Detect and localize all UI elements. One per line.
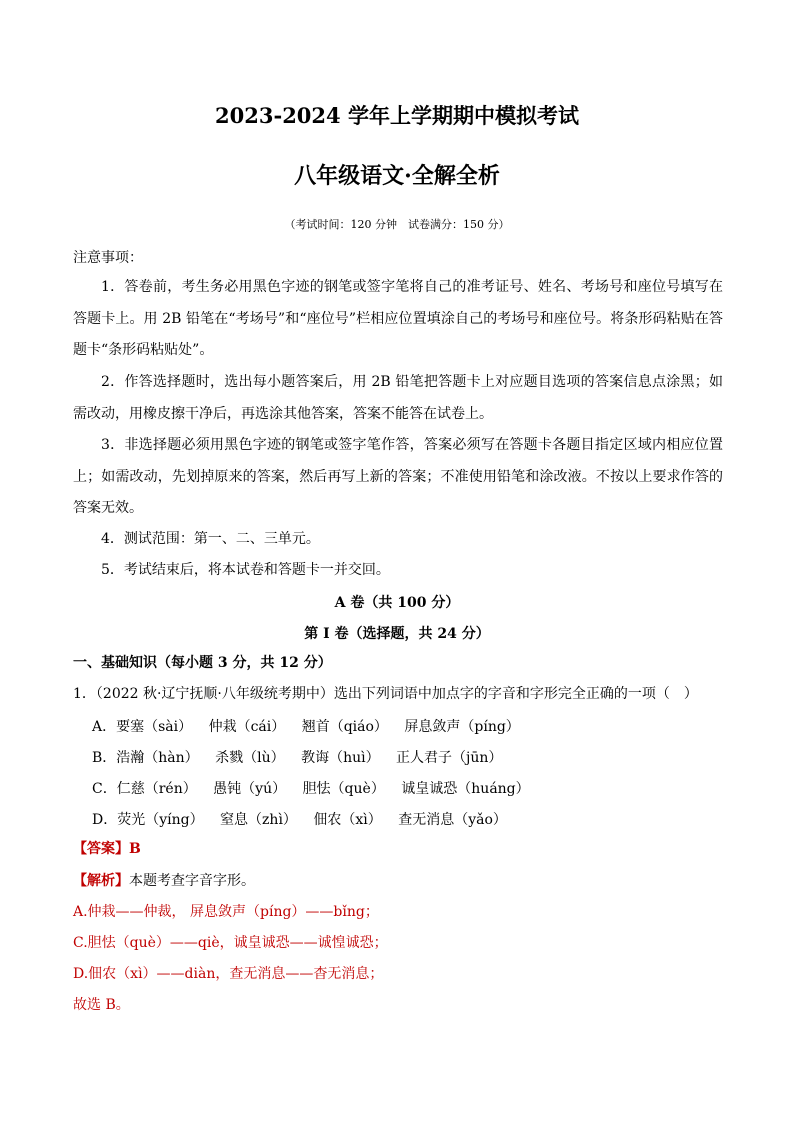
analysis-label: 【解析】 (73, 873, 129, 889)
option-a-1: A．要塞（sài） (92, 719, 193, 735)
part-one-heading: 第 I 卷（选择题，共 24 分） (304, 626, 490, 642)
option-a-2: 仲栽（cái） (208, 719, 286, 735)
option-a (92, 716, 520, 736)
option-b-4: 正人君子（jūn） (396, 750, 503, 766)
notice-item-4: 4．测试范围：第一、二、三单元。 (101, 531, 320, 547)
option-a-4: 屏息敛声（píng） (404, 719, 520, 735)
analysis-text: 本题考查字音字形。 (129, 873, 255, 889)
option-c-2: 愚钝（yú） (213, 781, 287, 797)
volume-a-heading: A 卷（共 100 分） (334, 595, 460, 611)
analysis-line-d: D.佃农（xì）——diàn，查无消息——杳无消息； (73, 966, 384, 982)
option-d-1: D．荧光（yíng） (92, 812, 204, 828)
exam-info: （考试时间：120 分钟 试卷满分：150 分） (284, 218, 510, 231)
option-b-3: 教诲（huì） (301, 750, 380, 766)
notice-item-5: 5．考试结束后，将本试卷和答题卡一并交回。 (101, 562, 390, 578)
answer-line (73, 840, 141, 858)
answer-label: 【答案】 (73, 841, 129, 857)
exam-title: 2023-2024 学年上学期期中模拟考试 (215, 103, 579, 128)
option-b-2: 杀戮（lù） (215, 750, 285, 766)
analysis-line-a: A.仲栽——仲裁， 屏息敛声（píng）——bǐng； (73, 904, 379, 920)
analysis-line-c: C.胆怯（què）——qiè，诚皇诚恐——诚惶诚恐； (73, 935, 388, 951)
section-basic-heading: 一、基础知识（每小题 3 分，共 12 分） (73, 655, 332, 671)
notice-item-3: 3．非选择题必须用黑色字迹的钢笔或签字笔作答，答案必须写在答题卡各题目指定区域内相应位置上；如需改动，先划掉原来的答案，然后再写上新的答案；不准使用铅笔和涂改液。不按以上要求作答的答案无效。 (73, 437, 723, 516)
option-b-1: B．浩瀚（hàn） (92, 750, 199, 766)
notice-heading: 注意事项： (73, 250, 143, 266)
answer-value: B (129, 841, 141, 857)
option-a-3: 翘首（qiáo） (301, 719, 388, 735)
option-c-4: 诚皇诚恐（huáng） (401, 781, 530, 797)
option-c-1: C．仁慈（rén） (92, 781, 197, 797)
option-d-4: 查无消息（yǎo） (398, 812, 507, 828)
option-c (92, 778, 530, 798)
analysis-line (73, 872, 255, 890)
option-b (92, 747, 502, 767)
option-d-3: 佃农（xì） (313, 812, 382, 828)
notice-item-1: 1．答卷前，考生务必用黑色字迹的钢笔或签字笔将自己的准考证号、姓名、考场号和座位号填写在答题卡上。用 2B 铅笔在“考场号”和“座位号”栏相应位置填涂自己的考场号和座位号。将条形码粘贴在答题卡“条形码粘贴处”。 (73, 279, 723, 358)
option-c-3: 胆怯（què） (302, 781, 385, 797)
option-d (92, 809, 507, 829)
exam-subtitle: 八年级语文·全解全析 (294, 163, 500, 189)
question-stem: 1．（2022 秋·辽宁抚顺·八年级统考期中）选出下列词语中加点字的字音和字形完全正确的一项（ ） (73, 686, 698, 702)
analysis-conclusion: 故选 B。 (73, 997, 130, 1013)
option-d-2: 窒息（zhì） (220, 812, 297, 828)
notice-item-2: 2．作答选择题时，选出每小题答案后，用 2B 铅笔把答题卡上对应题目选项的答案信息点涂黑；如需改动，用橡皮擦干净后，再选涂其他答案，答案不能答在试卷上。 (73, 374, 723, 422)
